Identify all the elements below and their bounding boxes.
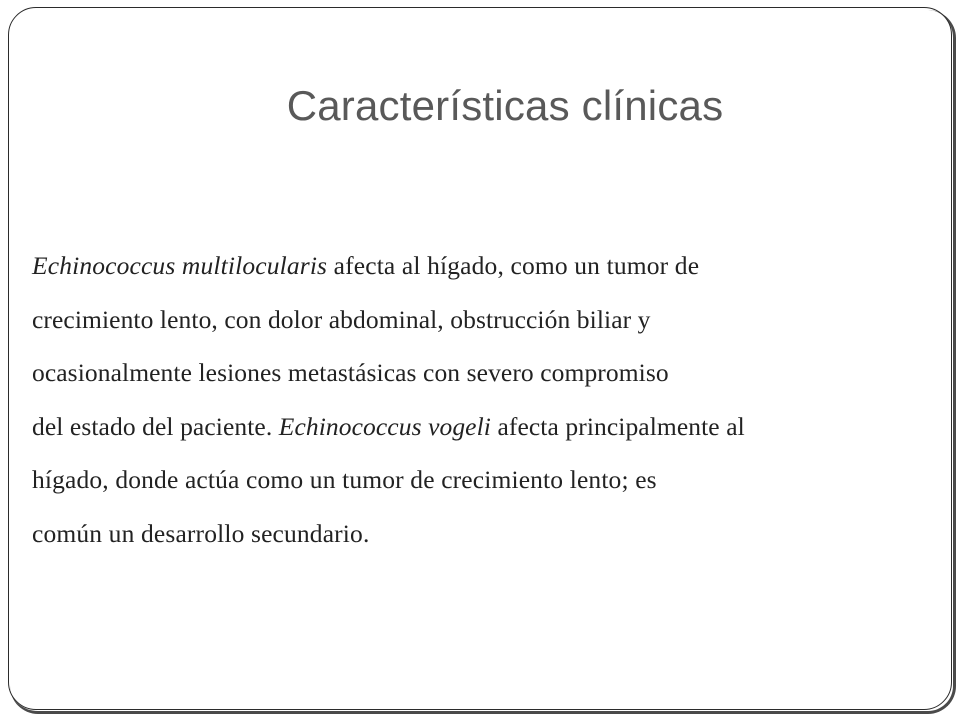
body-line-2: crecimiento lento, con dolor abdominal, obstrucción biliar y: [32, 304, 651, 334]
body-line-4-text-after: afecta principalmente al: [490, 411, 745, 441]
slide-title: Características clínicas: [286, 82, 724, 129]
body-line-3: ocasionalmente lesiones metastásicas con severo compromiso: [32, 358, 669, 387]
body-line-6: común un desarrollo secundario.: [32, 518, 370, 548]
body-line-4-text-before: del estado del paciente.: [32, 411, 279, 441]
body-line-1: [32, 239, 932, 293]
body-line-1-text: afecta al hígado, como un tumor de: [327, 251, 700, 280]
body-line-4: [32, 400, 932, 454]
species-name-multilocularis: Echinococcus multilocularis: [32, 251, 328, 280]
slide-body-text: [32, 239, 932, 560]
body-line-5: hígado, donde actúa como un tumor de crecimiento lento; es: [32, 465, 657, 494]
species-name-vogeli: Echinococcus vogeli: [278, 411, 491, 441]
